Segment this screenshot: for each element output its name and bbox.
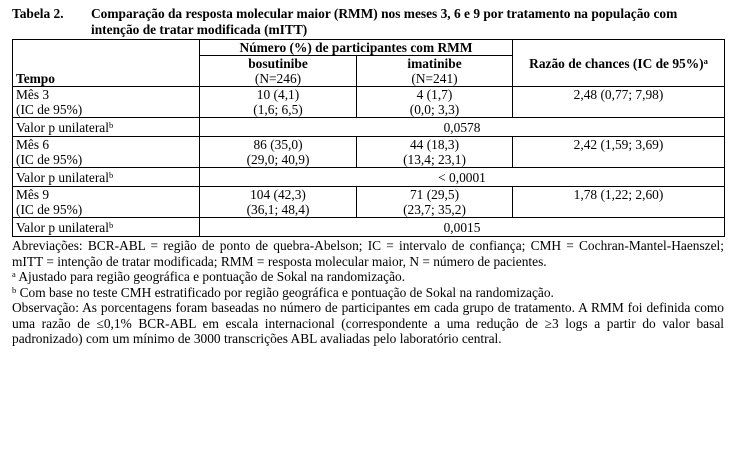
bos-value: 10 (4,1) (256, 87, 300, 102)
bosutinibe-n: (N=246) (254, 71, 302, 86)
ima-value: 44 (18,3) (409, 137, 460, 152)
row-tempo-label: Mês 9 (16, 187, 50, 202)
results-table (12, 39, 725, 237)
pvalue-row (13, 218, 725, 237)
row-imatinibe (357, 137, 513, 168)
bos-ic: (36,1; 48,4) (246, 202, 310, 217)
bos-ic: (29,0; 40,9) (246, 152, 310, 167)
row-imatinibe (357, 187, 513, 218)
pvalue-sup: b (108, 119, 114, 130)
pvalue-row (13, 118, 725, 137)
row-razao: 1,78 (1,22; 2,60) (513, 187, 725, 218)
row-bosutinibe (200, 137, 357, 168)
row-ic-label: (IC de 95%) (16, 102, 83, 117)
ima-ic: (13,4; 23,1) (403, 152, 466, 167)
bos-value: 86 (35,0) (253, 137, 303, 152)
pvalue-value: 0,0015 (200, 218, 725, 237)
row-ic-label: (IC de 95%) (16, 202, 83, 217)
header-razao-sup: a (703, 55, 708, 66)
footnote-b-text: Com base no teste CMH estratificado por região geográfica e pontuação de Sokal na randomização. (16, 284, 554, 300)
header-group: Número (%) de participantes com RMM (200, 40, 513, 56)
table-caption: Comparação da resposta molecular maior (RMM) nos meses 3, 6 e 9 por tratamento na população com intenção de tratar modificada (mITT) (91, 6, 678, 37)
table-row (13, 87, 725, 118)
row-imatinibe (357, 87, 513, 118)
pvalue-value: < 0,0001 (200, 168, 725, 187)
pvalue-label-text: Valor p unilateral (16, 169, 109, 185)
row-tempo (13, 187, 200, 218)
ima-value: 4 (1,7) (416, 87, 453, 102)
imatinibe-n: (N=241) (411, 71, 458, 86)
row-razao: 2,42 (1,59; 3,69) (513, 137, 725, 168)
row-bosutinibe (200, 187, 357, 218)
header-tempo: Tempo (13, 40, 200, 87)
ima-value: 71 (29,5) (409, 187, 460, 202)
table-number: Tabela 2. (12, 6, 64, 21)
footnote-b-mark: b (12, 284, 17, 295)
table-row (13, 137, 725, 168)
imatinibe-label: imatinibe (407, 56, 462, 71)
header-bosutinibe (200, 56, 357, 87)
table-row (13, 187, 725, 218)
row-tempo-label: Mês 3 (16, 87, 50, 102)
row-tempo (13, 87, 200, 118)
footnote-a-text: Ajustado para região geográfica e pontuação de Sokal na randomização. (15, 269, 406, 284)
document (12, 6, 724, 347)
row-razao: 2,48 (0,77; 7,98) (513, 87, 725, 118)
header-imatinibe (357, 56, 513, 87)
footnote-observation: Observação: As porcentagens foram baseadas no número de participantes em cada grupo de tratamento. A RMM foi definida como uma razão de ≤0,1% BCR-ABL em escala internacional (correspondente a uma redução de ≥3 logs a partir do valor basal padronizado) com um mínimo de 3000 transcrições ABL avaliadas pelo laboratório central. (12, 300, 724, 346)
pvalue-row (13, 168, 725, 187)
header-razao (513, 40, 725, 87)
footnotes (12, 238, 724, 347)
pvalue-label-text: Valor p unilateral (16, 119, 109, 135)
pvalue-label (13, 168, 200, 187)
pvalue-value: 0,0578 (200, 118, 725, 137)
pvalue-label (13, 218, 200, 237)
footnote-abbreviations: Abreviações: BCR-ABL = região de ponto de quebra-Abelson; IC = intervalo de confiança; CMH = Cochran-Mantel-Haenszel; mITT = intenção de tratar modificada; RMM = resposta molecular maior, N = número de pacientes. (12, 238, 724, 269)
pvalue-sup: b (108, 219, 114, 230)
table-title (12, 6, 724, 38)
header-razao-text: Razão de chances (IC de 95%) (529, 55, 704, 71)
footnote-a-mark: a (12, 269, 16, 279)
pvalue-sup: b (108, 169, 114, 180)
row-tempo-label: Mês 6 (16, 137, 50, 152)
ima-ic: (23,7; 35,2) (403, 202, 466, 217)
pvalue-label (13, 118, 200, 137)
row-tempo (13, 137, 200, 168)
footnote-b (12, 285, 724, 301)
row-ic-label: (IC de 95%) (16, 152, 83, 167)
header-row-1 (13, 40, 725, 56)
pvalue-label-text: Valor p unilateral (16, 219, 109, 235)
bosutinibe-label: bosutinibe (248, 56, 308, 71)
ima-ic: (0,0; 3,3) (409, 102, 460, 117)
footnote-a (12, 269, 724, 285)
bos-value: 104 (42,3) (250, 187, 306, 202)
bos-ic: (1,6; 6,5) (253, 102, 303, 117)
row-bosutinibe (200, 87, 357, 118)
